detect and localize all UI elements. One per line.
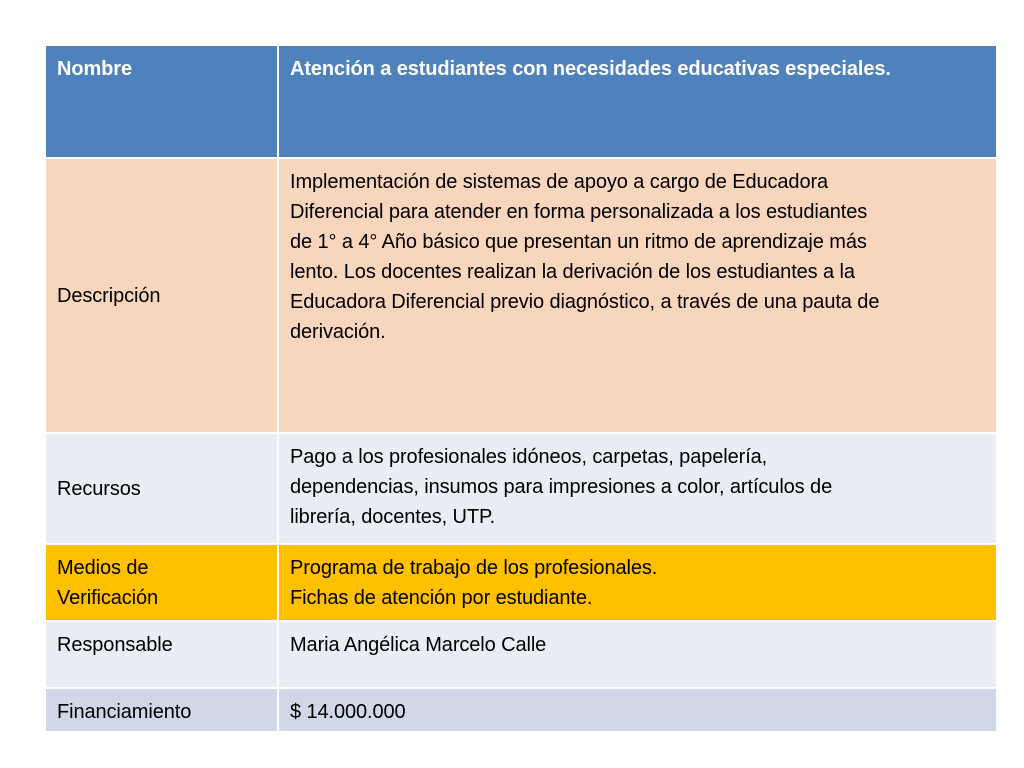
descripcion-line: Diferencial para atender en forma personalizada a los estudiantes bbox=[290, 201, 868, 223]
recursos-line: Pago a los profesionales idóneos, carpetas, papelería, bbox=[290, 446, 768, 468]
nombre-value: Atención a estudiantes con necesidades educativas especiales. bbox=[278, 45, 997, 158]
descripcion-line: derivación. bbox=[290, 321, 386, 343]
descripcion-line: Implementación de sistemas de apoyo a cargo de Educadora bbox=[290, 171, 829, 193]
table-row-financiamiento bbox=[45, 688, 997, 732]
recursos-line: dependencias, insumos para impresiones a color, artículos de bbox=[290, 476, 833, 498]
descripcion-line: Educadora Diferencial previo diagnóstico, a través de una pauta de bbox=[290, 291, 880, 313]
medios-verificacion-value bbox=[278, 544, 997, 621]
recursos-line: librería, docentes, UTP. bbox=[290, 506, 496, 528]
table-row-responsable bbox=[45, 621, 997, 688]
medios-label-line: Medios de bbox=[57, 557, 149, 579]
table-row-recursos bbox=[45, 433, 997, 544]
descripcion-label: Descripción bbox=[45, 158, 278, 433]
medios-line: Fichas de atención por estudiante. bbox=[290, 587, 593, 609]
descripcion-line: de 1° a 4° Año básico que presentan un ritmo de aprendizaje más bbox=[290, 231, 867, 253]
financiamiento-label: Financiamiento bbox=[45, 688, 278, 732]
descripcion-line: lento. Los docentes realizan la derivación de los estudiantes a la bbox=[290, 261, 855, 283]
medios-verificacion-label bbox=[45, 544, 278, 621]
medios-line: Programa de trabajo de los profesionales. bbox=[290, 557, 658, 579]
financiamiento-value: $ 14.000.000 bbox=[278, 688, 997, 732]
table-row-medios-verificacion bbox=[45, 544, 997, 621]
table-row-descripcion bbox=[45, 158, 997, 433]
table-row-nombre bbox=[45, 45, 997, 158]
medios-label-line: Verificación bbox=[57, 587, 159, 609]
responsable-label: Responsable bbox=[45, 621, 278, 688]
descripcion-value bbox=[278, 158, 997, 433]
responsable-value: Maria Angélica Marcelo Calle bbox=[278, 621, 997, 688]
project-info-table bbox=[44, 44, 998, 733]
recursos-label: Recursos bbox=[45, 433, 278, 544]
recursos-value bbox=[278, 433, 997, 544]
nombre-label: Nombre bbox=[45, 45, 278, 158]
